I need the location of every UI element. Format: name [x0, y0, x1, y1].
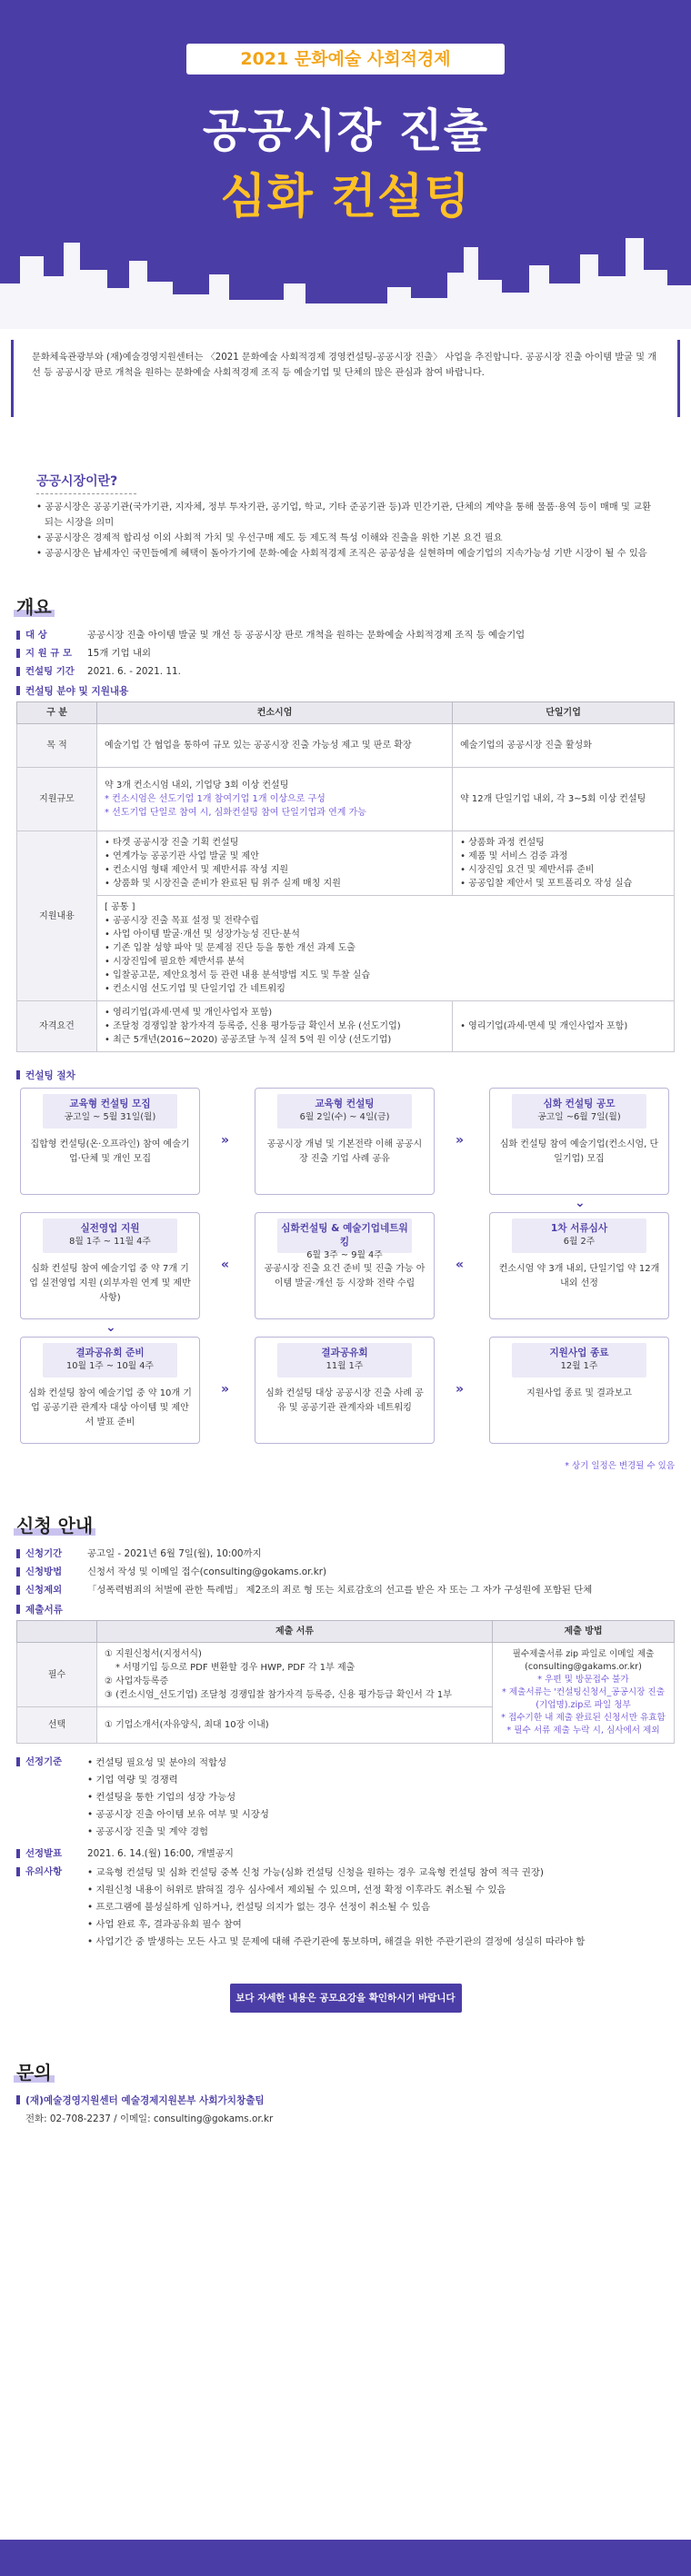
definition-list [36, 500, 655, 562]
process-step: 실전영업 지원 8월 1주 ~ 11월 4주 심화 컨설팅 참여 예술기업 중 약 7개 기업 실전영업 지원 (외부자원 연계 및 제반사항) [20, 1212, 200, 1319]
process-step: 결과공유회 준비 10월 1주 ~ 10월 4주 심화 컨설팅 참여 예술기업 중 약 10개 기업 공공기관 관계자 대상 아이템 및 제안서 발표 준비 [20, 1337, 200, 1444]
process-step: 1차 서류심사 6월 2주 컨소시엄 약 3개 내외, 단일기업 약 12개 내외 선정 [489, 1212, 669, 1319]
guideline-button[interactable]: 보다 자세한 내용은 공모요강을 확인하시기 바랍니다 [230, 1984, 462, 2013]
contact-org: (재)예술경영지원센터 예술경제지원본부 사회가치창출팀 [16, 2094, 675, 2107]
contact-title: 문의 [16, 2058, 52, 2084]
contact-line: 전화: 02-708-2237 / 이메일: consulting@gokams.or.kr [25, 2114, 274, 2124]
arrow-right-icon: » [221, 1133, 230, 1148]
docs-subheading: 제출서류 [16, 1603, 675, 1616]
public-market-definition [36, 472, 655, 562]
schedule-note: * 상기 일정은 변경될 수 있음 [565, 1461, 675, 1471]
process-step: 지원사업 종료 12월 1주 지원사업 종료 및 결과보고 [489, 1337, 669, 1444]
overview-row: 대 상 공공시장 진출 아이템 발굴 및 개선 등 공공시장 판로 개척을 원하는 문화예술 사회적경제 조직 등 예술기업 [16, 628, 675, 642]
field-subheading: 컨설팅 분야 및 지원내용 [16, 684, 675, 698]
hero-title: 공공시장 진출 [202, 104, 489, 157]
notice-row: 유의사항 • 교육형 컨설팅 및 심화 컨설팅 중복 신청 가능(심화 컨설팅 신청을 원하는 경우 교육형 컨설팅 참여 적극 권장) • 지원신청 내용이 허위로 밝혀질 경우 심사에서 제외될 수 있으며, 선정 확정 이후라도 취소될 수 있음 • 프로그램에 불성실하게 임하거나, 컨설팅 의지가 없는 경우 선정이 취소될 수 있음 • 사업 완료 후, 결과공유회 필수 참여 • 사업기간 중 발생하는 모든 사고 및 문제에 대해 주관기관에 통보하며, 해결을 위한 주관기관의 결정에 성실히 따라야 함 [16, 1865, 675, 1951]
overview-section [16, 592, 675, 1471]
definition-item: • 공공시장은 공공기관(국가기관, 지자체, 정부 투자기관, 공기업, 학교, 기타 준공기관 등)과 민간기관, 단체의 계약을 통해 물품·용역 등이 매매 및 교환되는 시장을 의미 [36, 502, 652, 528]
documents-table: 제출 서류 제출 방법 필수 ① 지원신청서(지정서식) * 서명기입 등으로 PDF 변환할 경우 HWP, PDF 각 1부 제출 ② 사업자등록증 ③ (컨소시엄_선도기업) 조달청 경쟁입찰 참가자격 등록증, 신용 평가등급 확인서 각 1부 필수제출서류 zip 파일로 이메일 제출 (consulting@gakams.or.kr) * 우편 및 방문접수 불가 * 제출서류는 '컨설팅신청서_공공시장 진출(기업명).zip로 파일 청부 * 접수기한 내 제출 완료된 신청서만 유효함 * 필수 서류 제출 누락 시, 심사에서 제외 선택 ① 기업소개서(자유양식, 최대 10장 이내) [16, 1620, 675, 1744]
contact-section [16, 2058, 675, 2124]
application-title: 신청 안내 [16, 1511, 93, 1537]
process-flow [16, 1088, 675, 1451]
footer-bar [0, 2540, 691, 2576]
apply-row: 신청기간 공고일 - 2021년 6월 7일(월), 10:00까지 [16, 1547, 675, 1561]
intro-text: 문화체육관광부와 (재)예술경영지원센터는 〈2021 문화예술 사회적경제 경영컨설팅-공공시장 진출〉 사업을 추진합니다. 공공시장 진출 아이템 발굴 및 개선 등 공공시장 판로 개척을 원하는 문화예술 사회적경제 조직 등 예술기업 및 단체의 많은 관심과 참여 바랍니다. [11, 340, 680, 417]
criteria-row: 선정기준 • 컨설팅 필요성 및 분야의 적합성 • 기업 역량 및 경쟁력 • 컨설팅을 통한 기업의 성장 가능성 • 공공시장 진출 아이템 보유 여부 및 시장성 • 공공시장 진출 및 계약 경험 [16, 1755, 675, 1841]
definition-item: • 공공시장은 경제적 합리성 이외 사회적 가치 및 우선구매 제도 등 제도적 특성 이해와 진출을 위한 기본 요건 필요 [36, 532, 503, 543]
city-skyline-illustration [0, 220, 691, 329]
process-step: 교육형 컨설팅 모집 공고일 ~ 5월 31일(월) 집합형 컨설팅(온·오프라인) 참여 예술기업·단체 및 개인 모집 [20, 1088, 200, 1195]
arrow-right-icon: » [456, 1133, 465, 1148]
arrow-right-icon: » [456, 1382, 465, 1397]
hero-banner [0, 0, 691, 329]
process-step: 결과공유회 11월 1주 심화 컨설팅 대상 공공시장 진출 사례 공유 및 공공기관 관계자와 네트워킹 [255, 1337, 435, 1444]
process-subheading: 컨설팅 절차 [16, 1069, 675, 1082]
arrow-right-icon: » [221, 1382, 230, 1397]
overview-row: 컨설팅 기간 2021. 6. - 2021. 11. [16, 664, 675, 679]
apply-row: 신청제외 「성폭력범죄의 처벌에 관한 특례법」 제2조의 죄로 형 또는 치료감호의 선고를 받은 자 또는 그 자가 구성원에 포함된 단체 [16, 1583, 675, 1597]
arrow-left-icon: « [456, 1258, 465, 1272]
process-step: 심화컨설팅 & 예술기업네트워킹 6월 3주 ~ 9월 4주 공공시장 진출 요건 준비 및 진출 가능 아이템 발굴·개선 등 시장화 전략 수립 [255, 1212, 435, 1319]
hero-tag: 2021 문화예술 사회적경제 [186, 44, 505, 75]
apply-row: 신청방법 신청서 작성 및 이메일 접수(consulting@gokams.or.kr) [16, 1565, 675, 1579]
definition-heading: 공공시장이란? [36, 472, 136, 494]
application-section [16, 1511, 675, 2013]
process-step: 심화 컨설팅 공모 공고일 ~6월 7일(월) 심화 컨설팅 참여 예술기업(컨소시엄, 단일기업) 모집 [489, 1088, 669, 1195]
consulting-field-table: 구 분 컨소시엄 단일기업 목 적 예술기업 간 협업을 통하여 규모 있는 공공시장 진출 가능성 제고 및 판로 확장 예술기업의 공공시장 진출 활성화 지원규모 약 3개 컨소시엄 내외, 기업당 3회 이상 컨설팅 * 컨소시엄은 선도기업 1개 참여기업 1개 이상으로 구성 * 선도기업 단일로 참여 시, 심화컨설팅 참여 단일기업과 연계 가능 약 12개 단일기업 내외, 각 3~5회 이상 컨설팅 지원내용 • 타겟 공공시장 진출 기획 컨설팅 • 연계가능 공공기관 사업 발굴 및 제안 • 컨소시엄 형태 제안서 및 제반서류 작성 지원 • 상품화 및 시장진출 준비가 완료된 팀 위주 실제 매칭 지원 • 상품화 과정 컨설팅 • 제품 및 서비스 검증 과정 • 시장진입 요건 및 제반서류 준비 • 공공입찰 제안서 및 포트폴리오 작성 실습 [ 공통 ] • 공공시장 진출 목표 설정 및 전략수립 • 사업 아이템 발굴·개선 및 성장가능성 진단·분석 • 기존 입찰 성향 파악 및 문제점 진단 등을 통한 개선 과제 도출 • 시장진입에 필요한 제반서류 분석 • 입찰공고문, 제안요청서 등 관련 내용 분석방법 지도 및 투찰 실습 • 컨소시엄 선도기업 및 단일기업 간 네트워킹 자격요건 • 영리기업(과세·면세 및 개인사업자 포함) • 조달청 경쟁입찰 참가자격 등록증, 신용 평가등급 확인서 보유 (선도기업) • 최근 5개년(2016~2020) 공공조달 누적 실적 5억 원 이상 (선도기업) • 영리기업(과세·면세 및 개인사업자 포함) [16, 701, 675, 1052]
process-step: 교육형 컨설팅 6월 2일(수) ~ 4일(금) 공공시장 개념 및 기본전략 이해 공공시장 진출 기업 사례 공유 [255, 1088, 435, 1195]
overview-title: 개요 [16, 592, 52, 619]
hero-subtitle: 심화 컨설팅 [220, 170, 471, 224]
overview-row: 지 원 규 모 15개 기업 내외 [16, 646, 675, 661]
arrow-left-icon: « [221, 1258, 230, 1272]
arrow-down-icon: ⌄ [105, 1320, 116, 1335]
announce-row: 선정발표 2021. 6. 14.(월) 16:00, 개별공지 [16, 1846, 675, 1861]
definition-item: • 공공시장은 납세자인 국민들에게 혜택이 돌아가기에 문화·예술 사회적경제 조직은 공공성을 실현하며 예술기업의 지속가능성 기반 시장이 될 수 있음 [36, 548, 647, 559]
arrow-down-icon: ⌄ [575, 1196, 586, 1210]
